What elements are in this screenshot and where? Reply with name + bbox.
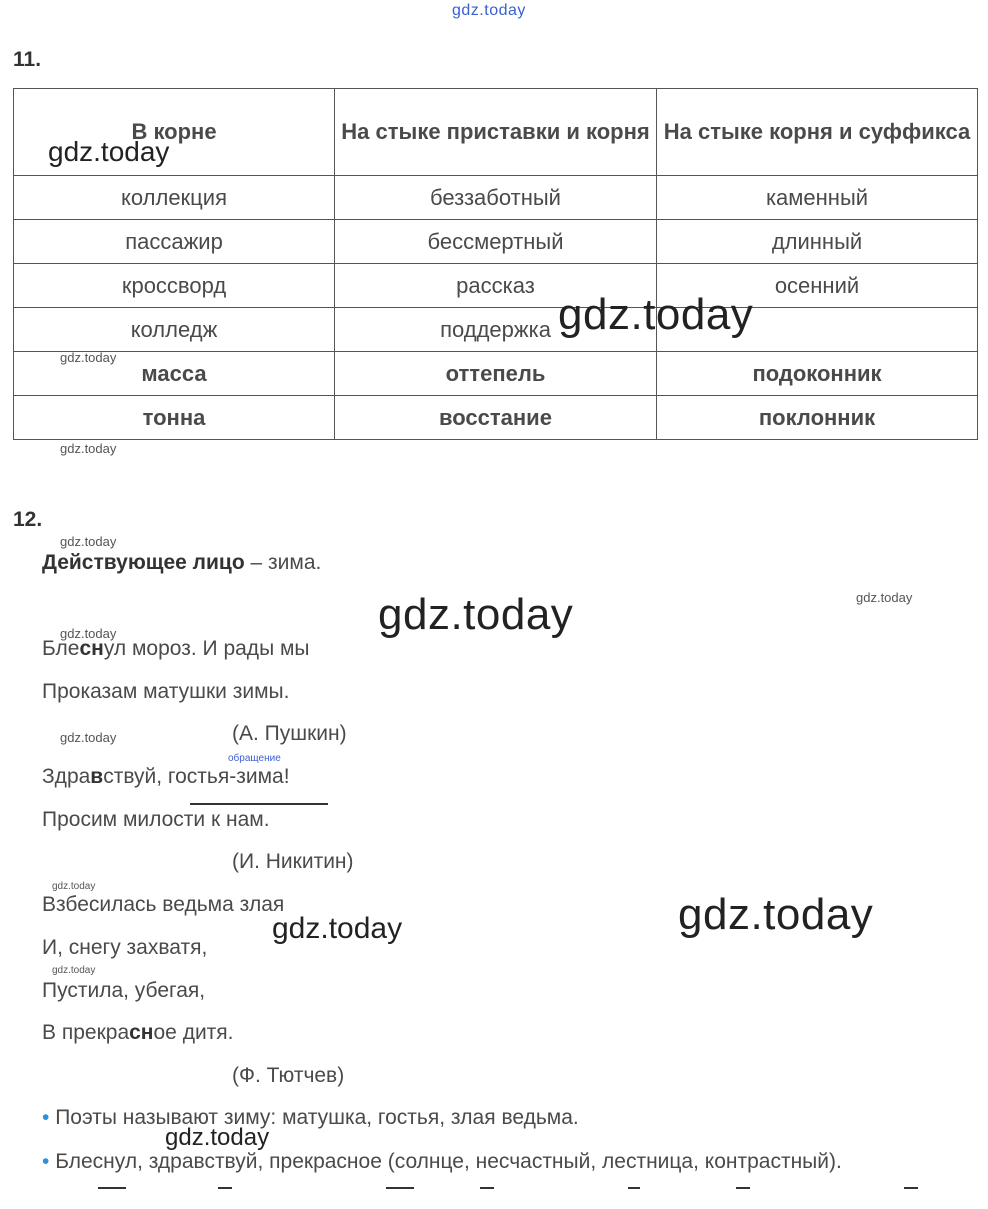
poem1-line1: [42, 637, 310, 661]
watermark-table-4: gdz.today: [60, 441, 117, 456]
watermark-poem3-big: gdz.today: [678, 890, 874, 939]
table-cell: бессмертный: [335, 220, 657, 264]
intro-rest: – зима.: [244, 551, 322, 574]
bullet-1-text: Поэты называют зиму: матушка, гостья, злая ведьма.: [55, 1106, 579, 1129]
watermark-poem3-a: gdz.today: [52, 881, 96, 892]
bullet-1-mark: •: [42, 1106, 50, 1129]
table-cell: масса: [14, 352, 335, 396]
underline-mark: [628, 1187, 640, 1189]
table-cell: подоконник: [657, 352, 978, 396]
watermark-table-3: gdz.today: [60, 350, 117, 365]
watermark-table-1: gdz.today: [48, 136, 170, 167]
address-note: обращение: [228, 753, 281, 764]
bullet-1: [42, 1106, 579, 1130]
underline-mark: [904, 1187, 918, 1189]
header-prefix-root: На стыке приставки и корня: [335, 89, 657, 176]
poem3-line2: И, снегу захватя,: [42, 936, 208, 959]
address-underline: [190, 803, 328, 805]
poem1-line2: Проказам матушки зимы.: [42, 680, 290, 703]
table-cell: длинный: [657, 220, 978, 264]
poem3-line4-a: В прекра: [42, 1021, 130, 1044]
underline-mark: [736, 1187, 750, 1189]
table-cell: осенний: [657, 264, 978, 308]
underline-mark: [480, 1187, 494, 1189]
watermark-12-a: gdz.today: [60, 534, 117, 549]
bullet-2: [42, 1150, 842, 1174]
table-row: [14, 264, 978, 308]
underline-mark: [386, 1187, 414, 1189]
poem2-line1-c: ствуй, гостья-зима!: [103, 765, 290, 788]
intro-bold: Действующее лицо: [42, 551, 245, 574]
table-row: [14, 220, 978, 264]
watermark-12-big: gdz.today: [378, 590, 574, 639]
table-cell: рассказ: [335, 264, 657, 308]
table-row: [14, 396, 978, 440]
poem3-line4: [42, 1021, 234, 1045]
table-cell: поддержка: [335, 308, 657, 352]
table-cell: коллекция: [14, 176, 335, 220]
task-12-number: 12.: [13, 508, 43, 531]
watermark-top: gdz.today: [452, 2, 526, 19]
table-cell: восстание: [335, 396, 657, 440]
poem3-line4-highlight: сн: [129, 1021, 154, 1044]
task12-intro: [42, 551, 321, 575]
task-11-number: 11.: [13, 48, 42, 71]
bullet-2-text: Блеснул, здравствуй, прекрасное (солнце, несчастный, лестница, контрастный).: [55, 1150, 842, 1173]
poem1-line1-a: Бле: [42, 637, 80, 660]
table-cell: кроссворд: [14, 264, 335, 308]
table-cell: пассажир: [14, 220, 335, 264]
header-in-root: В корне: [14, 89, 335, 176]
table-row: [14, 308, 978, 352]
table-cell: поклонник: [657, 396, 978, 440]
poem3-line1: Взбесилась ведьма злая: [42, 893, 285, 916]
watermark-bullets: gdz.today: [165, 1124, 270, 1151]
watermark-12-right: gdz.today: [856, 590, 913, 605]
poem2-line1-a: Здра: [42, 765, 91, 788]
bullet-2-mark: •: [42, 1150, 50, 1173]
table-cell: каменный: [657, 176, 978, 220]
poem3-line3: Пустила, убегая,: [42, 979, 206, 1002]
watermark-poem1: gdz.today: [60, 626, 117, 641]
underline-mark: [98, 1187, 126, 1189]
poem3-author: (Ф. Тютчев): [232, 1064, 345, 1087]
watermark-table-2: gdz.today: [558, 290, 754, 339]
poem1-line1-c: ул мороз. И рады мы: [103, 637, 310, 660]
poem2-line1: [42, 765, 290, 789]
table-cell: тонна: [14, 396, 335, 440]
table-cell: беззаботный: [335, 176, 657, 220]
watermark-poem3-mid: gdz.today: [272, 912, 403, 945]
watermark-poem1-b: gdz.today: [60, 730, 117, 745]
header-root-suffix: На стыке корня и суффикса: [657, 89, 978, 176]
poem2-line1-highlight: в: [90, 765, 104, 788]
table-row: [14, 352, 978, 396]
poem1-line1-highlight: сн: [79, 637, 104, 660]
poem1-author: (А. Пушкин): [232, 722, 347, 745]
poem3-line4-c: ое дитя.: [153, 1021, 234, 1044]
watermark-poem3-b: gdz.today: [52, 965, 96, 976]
table-cell: колледж: [14, 308, 335, 352]
table-cell: оттепель: [335, 352, 657, 396]
poem2-author: (И. Никитин): [232, 850, 354, 873]
underline-mark: [218, 1187, 232, 1189]
table-row: [14, 176, 978, 220]
poem2-line2: Просим милости к нам.: [42, 808, 270, 831]
